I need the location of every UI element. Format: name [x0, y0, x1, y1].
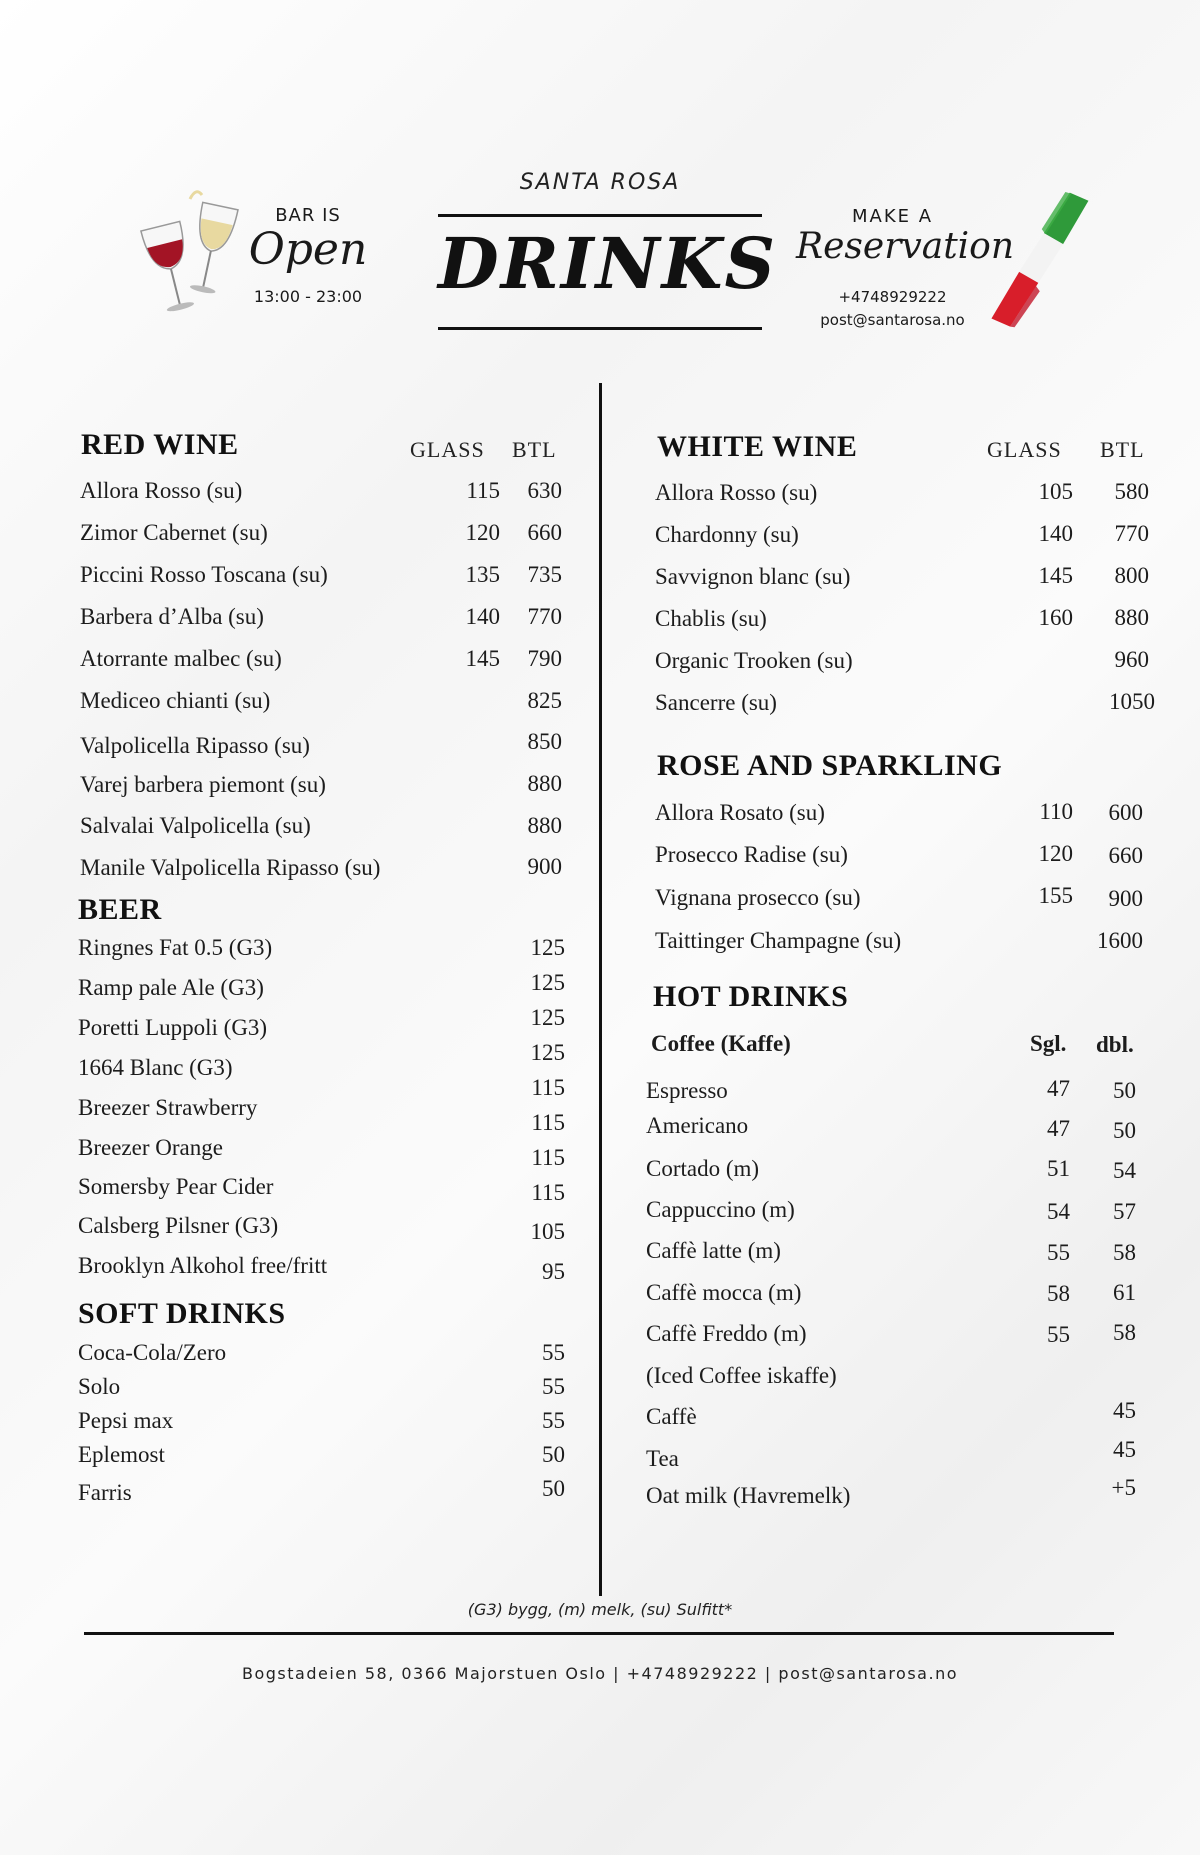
brand-name: SANTA ROSA	[519, 170, 681, 195]
list-item: Prosecco Radise (su)	[655, 842, 848, 867]
column-header-single: Sgl.	[1030, 1031, 1067, 1056]
single-price: 54	[1047, 1199, 1070, 1224]
list-item: Ringnes Fat 0.5 (G3)	[78, 935, 273, 960]
glass-price: 155	[1038, 883, 1073, 908]
bottle-price: 880	[1114, 605, 1149, 630]
list-item: Somersby Pear Cider	[78, 1174, 274, 1199]
double-price: 58	[1113, 1320, 1136, 1345]
double-price: 61	[1113, 1280, 1136, 1305]
double-price: 58	[1113, 1240, 1136, 1265]
section-title-rose-sparkling: ROSE AND SPARKLING	[657, 749, 1003, 782]
glass-price: 115	[466, 478, 500, 503]
list-item: Eplemost	[78, 1442, 165, 1467]
bottle-price: 770	[527, 604, 562, 629]
list-item: Atorrante malbec (su)	[80, 646, 282, 671]
list-item: Breezer Orange	[78, 1135, 223, 1160]
bottle-price: 790	[527, 646, 562, 671]
glass-price: 160	[1038, 605, 1073, 630]
section-title-soft-drinks: SOFT DRINKS	[78, 1297, 286, 1330]
list-item: Calsberg Pilsner (G3)	[78, 1213, 279, 1238]
bottle-price: 880	[527, 813, 562, 838]
glass-price: 135	[465, 562, 500, 587]
bottle-price: 735	[527, 562, 562, 587]
bottle-price: 660	[1108, 843, 1143, 868]
list-item: Ramp pale Ale (G3)	[78, 975, 264, 1000]
bottle-price: 770	[1114, 521, 1149, 546]
bottle-price: 825	[527, 688, 562, 713]
list-item: 1664 Blanc (G3)	[78, 1055, 233, 1080]
section-title-white-wine: WHITE WINE	[657, 430, 858, 463]
title-top-rule	[438, 214, 762, 217]
list-item: Americano	[646, 1113, 749, 1138]
bottle-price: 1600	[1097, 928, 1143, 953]
list-item: Poretti Luppoli (G3)	[78, 1015, 268, 1040]
list-item: Pepsi max	[78, 1408, 174, 1433]
list-item: Tea	[646, 1446, 679, 1471]
list-item: Barbera d’Alba (su)	[80, 604, 264, 629]
single-price: 58	[1047, 1281, 1070, 1306]
bottle-price: 900	[1108, 886, 1143, 911]
glass-price: 140	[1038, 521, 1073, 546]
list-item: Vignana prosecco (su)	[655, 885, 861, 910]
price: 115	[531, 1075, 565, 1100]
price: 125	[530, 970, 565, 995]
list-item: Allora Rosso (su)	[80, 478, 243, 503]
double-price: 57	[1113, 1199, 1136, 1224]
list-item: Chablis (su)	[655, 606, 767, 631]
glass-price: 120	[465, 520, 500, 545]
price: 45	[1113, 1437, 1136, 1462]
bottle-price: 660	[527, 520, 562, 545]
price: 55	[542, 1340, 565, 1365]
double-price: 54	[1113, 1158, 1136, 1183]
list-item: Farris	[78, 1480, 132, 1505]
list-item: Brooklyn Alkohol free/fritt	[78, 1253, 328, 1278]
double-price: 50	[1113, 1118, 1136, 1143]
list-item: Piccini Rosso Toscana (su)	[80, 562, 328, 587]
list-item: Manile Valpolicella Ripasso (su)	[80, 855, 381, 880]
glass-price: 140	[465, 604, 500, 629]
list-item: Organic Trooken (su)	[655, 648, 853, 673]
double-price: 50	[1113, 1078, 1136, 1103]
column-header-btl: BTL	[1100, 437, 1145, 462]
allergen-legend: (G3) bygg, (m) melk, (su) Sulfitt*	[467, 1600, 733, 1619]
price: 115	[531, 1180, 565, 1205]
bottle-price: 850	[527, 729, 562, 754]
section-title-hot-drinks: HOT DRINKS	[653, 980, 849, 1013]
list-item: Cappuccino (m)	[646, 1197, 795, 1222]
price: 50	[542, 1476, 565, 1501]
wine-glasses-icon	[140, 185, 240, 325]
footer-rule	[84, 1632, 1114, 1635]
coffee-subheading: Coffee (Kaffe)	[651, 1031, 791, 1056]
list-item: Oat milk (Havremelk)	[646, 1483, 851, 1508]
bottle-price: 1050	[1109, 689, 1155, 714]
list-item: Allora Rosato (su)	[655, 800, 825, 825]
column-header-glass: GLASS	[410, 437, 485, 462]
single-price: 47	[1047, 1116, 1070, 1141]
bar-is-label: BAR IS	[275, 205, 341, 226]
bottle-price: 580	[1114, 479, 1149, 504]
glass-price: 145	[465, 646, 500, 671]
bottle-price: 800	[1114, 563, 1149, 588]
iced-coffee-label: (Iced Coffee iskaffe)	[646, 1363, 837, 1388]
glass-price: 145	[1038, 563, 1073, 588]
email-link[interactable]: post@santarosa.no	[820, 311, 965, 329]
list-item: Taittinger Champagne (su)	[655, 928, 902, 953]
price: 125	[530, 1005, 565, 1030]
glass-price: 105	[1038, 479, 1073, 504]
column-header-glass: GLASS	[987, 437, 1062, 462]
list-item: Espresso	[646, 1078, 728, 1103]
page-title: DRINKS	[438, 222, 777, 305]
list-item: Caffè	[646, 1404, 697, 1429]
section-title-red-wine: RED WINE	[81, 428, 239, 461]
list-item: Sancerre (su)	[655, 690, 777, 715]
price: 105	[530, 1219, 565, 1244]
footer-contact: Bogstadeien 58, 0366 Majorstuen Oslo | +4748929222 | post@santarosa.no	[241, 1664, 958, 1683]
price: +5	[1111, 1475, 1136, 1500]
single-price: 51	[1047, 1156, 1070, 1181]
make-a-label: MAKE A	[851, 206, 934, 227]
list-item: Caffè mocca (m)	[646, 1280, 802, 1305]
list-item: Caffè Freddo (m)	[646, 1321, 807, 1346]
list-item: Cortado (m)	[646, 1156, 760, 1181]
single-price: 55	[1047, 1322, 1070, 1347]
price: 95	[542, 1259, 565, 1284]
italian-flag-icon	[985, 185, 1110, 350]
price: 115	[531, 1145, 565, 1170]
price: 115	[531, 1110, 565, 1135]
single-price: 47	[1047, 1076, 1070, 1101]
phone-link[interactable]: +4748929222	[838, 288, 947, 306]
opening-hours: 13:00 - 23:00	[253, 287, 363, 306]
list-item: Caffè latte (m)	[646, 1238, 781, 1263]
price: 45	[1113, 1398, 1136, 1423]
bottle-price: 880	[527, 771, 562, 796]
glass-price: 120	[1038, 841, 1073, 866]
price: 50	[542, 1442, 565, 1467]
list-item: Valpolicella Ripasso (su)	[80, 733, 310, 758]
list-item: Breezer Strawberry	[78, 1095, 258, 1120]
bottle-price: 960	[1114, 647, 1149, 672]
list-item: Solo	[78, 1374, 121, 1399]
column-header-double: dbl.	[1096, 1032, 1134, 1057]
list-item: Coca-Cola/Zero	[78, 1340, 227, 1365]
price: 125	[530, 1040, 565, 1065]
glass-price: 110	[1039, 799, 1073, 824]
list-item: Savvignon blanc (su)	[655, 564, 851, 589]
section-title-beer: BEER	[78, 893, 162, 926]
price: 55	[542, 1374, 565, 1399]
list-item: Salvalai Valpolicella (su)	[80, 813, 311, 838]
title-bottom-rule	[438, 327, 762, 330]
list-item: Varej barbera piemont (su)	[80, 772, 326, 797]
column-divider	[599, 383, 602, 1596]
list-item: Mediceo chianti (su)	[80, 688, 271, 713]
open-label: Open	[248, 224, 368, 275]
bottle-price: 630	[527, 478, 562, 503]
list-item: Chardonny (su)	[655, 522, 799, 547]
list-item: Zimor Cabernet (su)	[80, 520, 268, 545]
price: 125	[530, 935, 565, 960]
single-price: 55	[1047, 1240, 1070, 1265]
reservation-label[interactable]: Reservation	[796, 226, 1015, 267]
bottle-price: 900	[527, 854, 562, 879]
bottle-price: 600	[1108, 800, 1143, 825]
column-header-btl: BTL	[512, 437, 557, 462]
list-item: Allora Rosso (su)	[655, 480, 818, 505]
price: 55	[542, 1408, 565, 1433]
